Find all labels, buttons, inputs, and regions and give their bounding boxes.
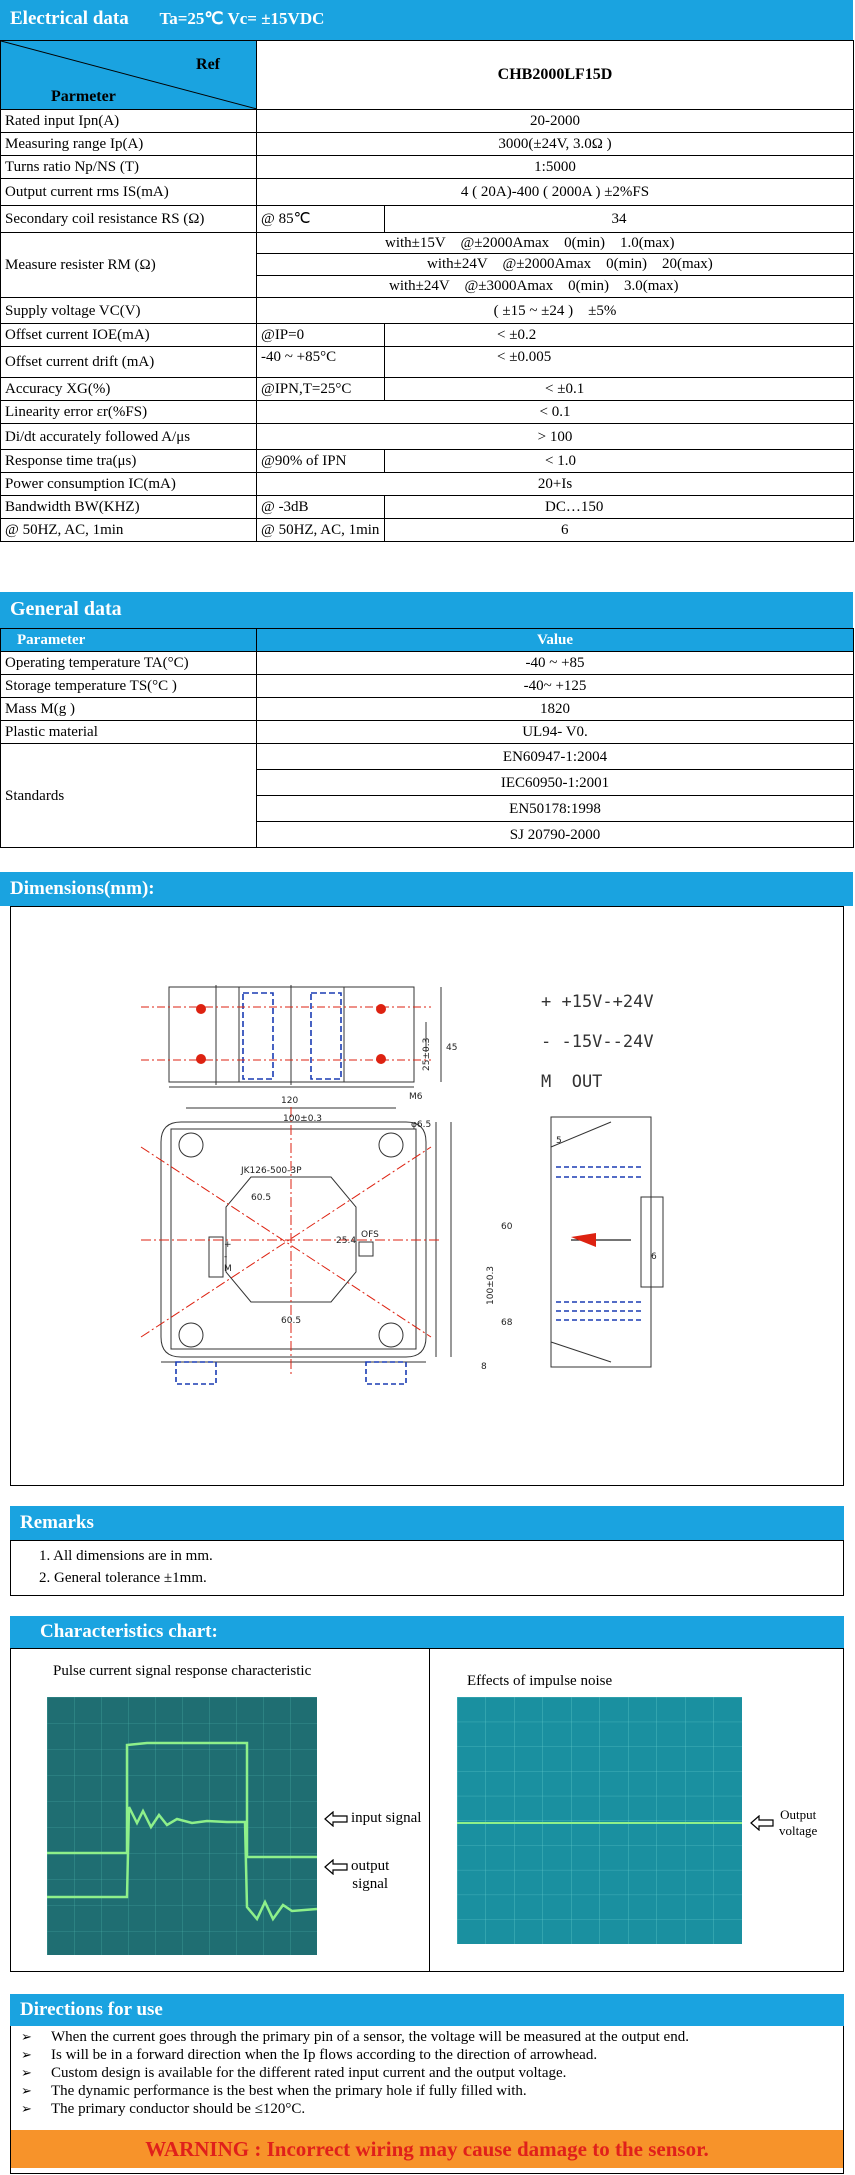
param-cell: Turns ratio Np/NS (T) — [1, 156, 257, 179]
output-arrow-icon — [323, 1859, 349, 1875]
param-cell: Linearity error εr(%FS) — [1, 401, 257, 424]
sub-value: with±24V @±3000Amax 0(min) 3.0(max) — [389, 278, 679, 294]
model-header: CHB2000LF15D — [257, 41, 854, 110]
ref-label: Ref — [196, 56, 220, 73]
condition-cell: @ -3dB — [257, 496, 385, 519]
table-row — [1, 324, 854, 347]
param-cell: Supply voltage VC(V) — [1, 298, 257, 324]
param-cell: Power consumption IC(mA) — [1, 473, 257, 496]
value-cell: 20+Is — [257, 473, 854, 496]
electrical-title: Electrical data — [10, 8, 129, 29]
dim-label: 25.4 — [336, 1236, 357, 1246]
table-row — [1, 675, 854, 698]
param-cell: Measuring range Ip(A) — [1, 133, 257, 156]
table-row — [1, 233, 854, 298]
left-chart-title: Pulse current signal response characteristic — [53, 1663, 312, 1679]
pin-label: M — [224, 1264, 232, 1274]
output-signal-line: signal — [352, 1876, 389, 1892]
condition-cell: @ 50HZ, AC, 1min — [257, 519, 385, 542]
general-table — [0, 628, 854, 848]
dim-label: 6 — [651, 1252, 657, 1262]
table-row — [1, 652, 854, 675]
param-cell: @ 50HZ, AC, 1min — [1, 519, 257, 542]
directions-list — [11, 2028, 843, 2118]
dimensions-title-bar — [0, 872, 853, 906]
output-voltage-label — [779, 1807, 817, 1839]
output-voltage-arrow-icon — [749, 1815, 775, 1831]
standards-label: Standards — [1, 744, 257, 848]
param-cell: Operating temperature TA(°C) — [1, 652, 257, 675]
sub-value: with±24V @±2000Amax 0(min) 20(max) — [257, 254, 853, 276]
noise-scope-image — [457, 1697, 742, 1944]
dim-label: JK126-500-3P — [241, 1166, 302, 1176]
param-cell: Secondary coil resistance RS (Ω) — [1, 206, 257, 233]
param-label: Parmeter — [51, 88, 116, 105]
table-row — [1, 401, 854, 424]
condition-cell: -40 ~ +85°C — [257, 347, 385, 378]
param-cell: Offset current IOE(mA) — [1, 324, 257, 347]
legend-positive: + +15V-+24V — [541, 992, 654, 1012]
general-title-bar — [0, 592, 853, 628]
remark-item: 1. All dimensions are in mm. — [39, 1548, 213, 1564]
direction-item: ➢ When the current goes through the primary pin of a sensor, the voltage will be measured at the output end. — [11, 2028, 843, 2046]
standard-cell: SJ 20790-2000 — [257, 822, 854, 848]
dim-label: 25±0.3 — [422, 1037, 432, 1071]
table-row — [1, 347, 854, 378]
param-cell: Bandwidth BW(KHZ) — [1, 496, 257, 519]
dim-label: 68 — [501, 1318, 513, 1328]
dimension-drawing — [11, 907, 843, 1485]
pin-label: + — [224, 1240, 232, 1250]
table-row — [1, 744, 854, 770]
param-cell: Di/dt accurately followed A/μs — [1, 424, 257, 450]
value-cell: < ±0.2 — [385, 324, 854, 347]
table-row — [1, 110, 854, 133]
param-cell: Accuracy XG(%) — [1, 378, 257, 401]
value-cell: 6 — [385, 519, 854, 542]
table-row — [1, 424, 854, 450]
standard-cell: EN50178:1998 — [257, 796, 854, 822]
remark-item: 2. General tolerance ±1mm. — [39, 1570, 207, 1586]
value-cell: -40 ~ +85 — [257, 652, 854, 675]
param-cell: Output current rms IS(mA) — [1, 179, 257, 206]
direction-item: ➢ The dynamic performance is the best when the primary hole if fully filled with. — [11, 2082, 843, 2100]
right-chart-title: Effects of impulse noise — [467, 1673, 613, 1689]
value-cell: UL94- V0. — [257, 721, 854, 744]
param-cell: Response time tra(μs) — [1, 450, 257, 473]
output-signal-label — [351, 1857, 389, 1893]
condition-cell: @IPN,T=25°C — [257, 378, 385, 401]
header-diagonal — [1, 41, 257, 109]
value-cell: 4 ( 20A)-400 ( 2000A ) ±2%FS — [257, 179, 854, 206]
remarks-title-bar — [10, 1506, 844, 1540]
remarks-title: Remarks — [20, 1512, 94, 1533]
direction-item: ➢ Custom design is available for the different rated input current and the output voltage. — [11, 2064, 843, 2082]
output-signal-line: output — [351, 1858, 390, 1874]
dim-label: 60.5 — [281, 1316, 302, 1326]
value-cell: < 1.0 — [385, 450, 854, 473]
table-row — [1, 473, 854, 496]
table-row — [1, 519, 854, 542]
param-cell: Storage temperature TS(°C ) — [1, 675, 257, 698]
dim-label: 100±0.3 — [283, 1114, 323, 1124]
dim-label: 45 — [446, 1043, 458, 1053]
characteristics-panel — [10, 1648, 844, 1972]
standard-cell: EN60947-1:2004 — [257, 744, 854, 770]
directions-panel — [10, 2026, 844, 2174]
value-cell: 1:5000 — [257, 156, 854, 179]
dim-label: 8 — [481, 1362, 487, 1372]
characteristics-title-bar — [10, 1616, 844, 1648]
table-row — [1, 298, 854, 324]
measure-resistor-cell — [257, 233, 854, 298]
dim-label: 120 — [281, 1096, 299, 1106]
condition-cell: @IP=0 — [257, 324, 385, 347]
condition-cell: @90% of IPN — [257, 450, 385, 473]
table-row — [1, 378, 854, 401]
table-row — [1, 721, 854, 744]
param-cell: Plastic material — [1, 721, 257, 744]
directions-title-bar — [10, 1994, 844, 2026]
electrical-table — [0, 40, 854, 542]
input-signal-label: input signal — [351, 1810, 422, 1826]
table-row — [1, 179, 854, 206]
condition-cell: @ 85℃ — [257, 206, 385, 233]
output-voltage-line: Output — [780, 1807, 817, 1822]
table-row — [1, 450, 854, 473]
table-row — [1, 698, 854, 721]
remarks-panel — [10, 1540, 844, 1596]
value-cell: ( ±15 ~ ±24 ) ±5% — [257, 298, 854, 324]
value-header: Value — [257, 629, 854, 652]
electrical-conditions: Ta=25℃ Vc= ±15VDC — [159, 9, 325, 28]
param-cell: Measure resister RM (Ω) — [1, 233, 257, 298]
value-cell: < 0.1 — [257, 401, 854, 424]
warning-banner — [11, 2130, 843, 2168]
value-cell: 1820 — [257, 698, 854, 721]
chart-divider — [429, 1649, 430, 1971]
legend-negative: - -15V--24V — [541, 1032, 654, 1052]
dim-label: 60.5 — [251, 1193, 272, 1203]
electrical-title-bar — [0, 0, 853, 40]
table-row — [1, 156, 854, 179]
dimensions-title: Dimensions(mm): — [10, 878, 155, 899]
direction-item: ➢ The primary conductor should be ≤120°C. — [11, 2100, 843, 2118]
table-row — [1, 496, 854, 519]
general-title: General data — [10, 598, 122, 620]
direction-item: ➢ Is will be in a forward direction when the Ip flows according to the direction of arrowhead. — [11, 2046, 843, 2064]
value-cell: < ±0.1 — [385, 378, 854, 401]
table-row — [1, 206, 854, 233]
value-cell: > 100 — [257, 424, 854, 450]
standard-cell: IEC60950-1:2001 — [257, 770, 854, 796]
warning-text: WARNING : Incorrect wiring may cause damage to the sensor. — [145, 2137, 709, 2161]
dimensions-panel — [10, 906, 844, 1486]
dim-label: M6 — [409, 1092, 423, 1102]
sub-value: with±15V @±2000Amax 0(min) 1.0(max) — [257, 233, 853, 254]
param-header: Parameter — [1, 629, 257, 652]
input-arrow-icon — [323, 1811, 349, 1827]
pulse-scope-image — [47, 1697, 317, 1955]
value-cell: -40~ +125 — [257, 675, 854, 698]
output-voltage-line: voltage — [779, 1823, 818, 1838]
dim-label: φ6.5 — [411, 1120, 432, 1130]
value-cell: < ±0.005 — [385, 347, 854, 378]
dim-label: 100±0.3 — [486, 1265, 496, 1305]
dim-label: OFS — [361, 1230, 379, 1240]
directions-title: Directions for use — [20, 1999, 163, 2020]
value-cell: 34 — [385, 206, 854, 233]
dim-label: 60 — [501, 1222, 513, 1232]
param-cell: Offset current drift (mA) — [1, 347, 257, 378]
table-row — [1, 133, 854, 156]
legend-output: M OUT — [541, 1072, 603, 1092]
value-cell: DC…150 — [385, 496, 854, 519]
param-cell: Rated input Ipn(A) — [1, 110, 257, 133]
pin-label: - — [224, 1252, 228, 1262]
characteristics-title: Characteristics chart: — [40, 1621, 218, 1642]
ref-param-header — [1, 41, 257, 110]
value-cell: 3000(±24V, 3.0Ω ) — [257, 133, 854, 156]
param-cell: Mass M(g ) — [1, 698, 257, 721]
dim-label: 5 — [556, 1136, 562, 1146]
value-cell: 20-2000 — [257, 110, 854, 133]
